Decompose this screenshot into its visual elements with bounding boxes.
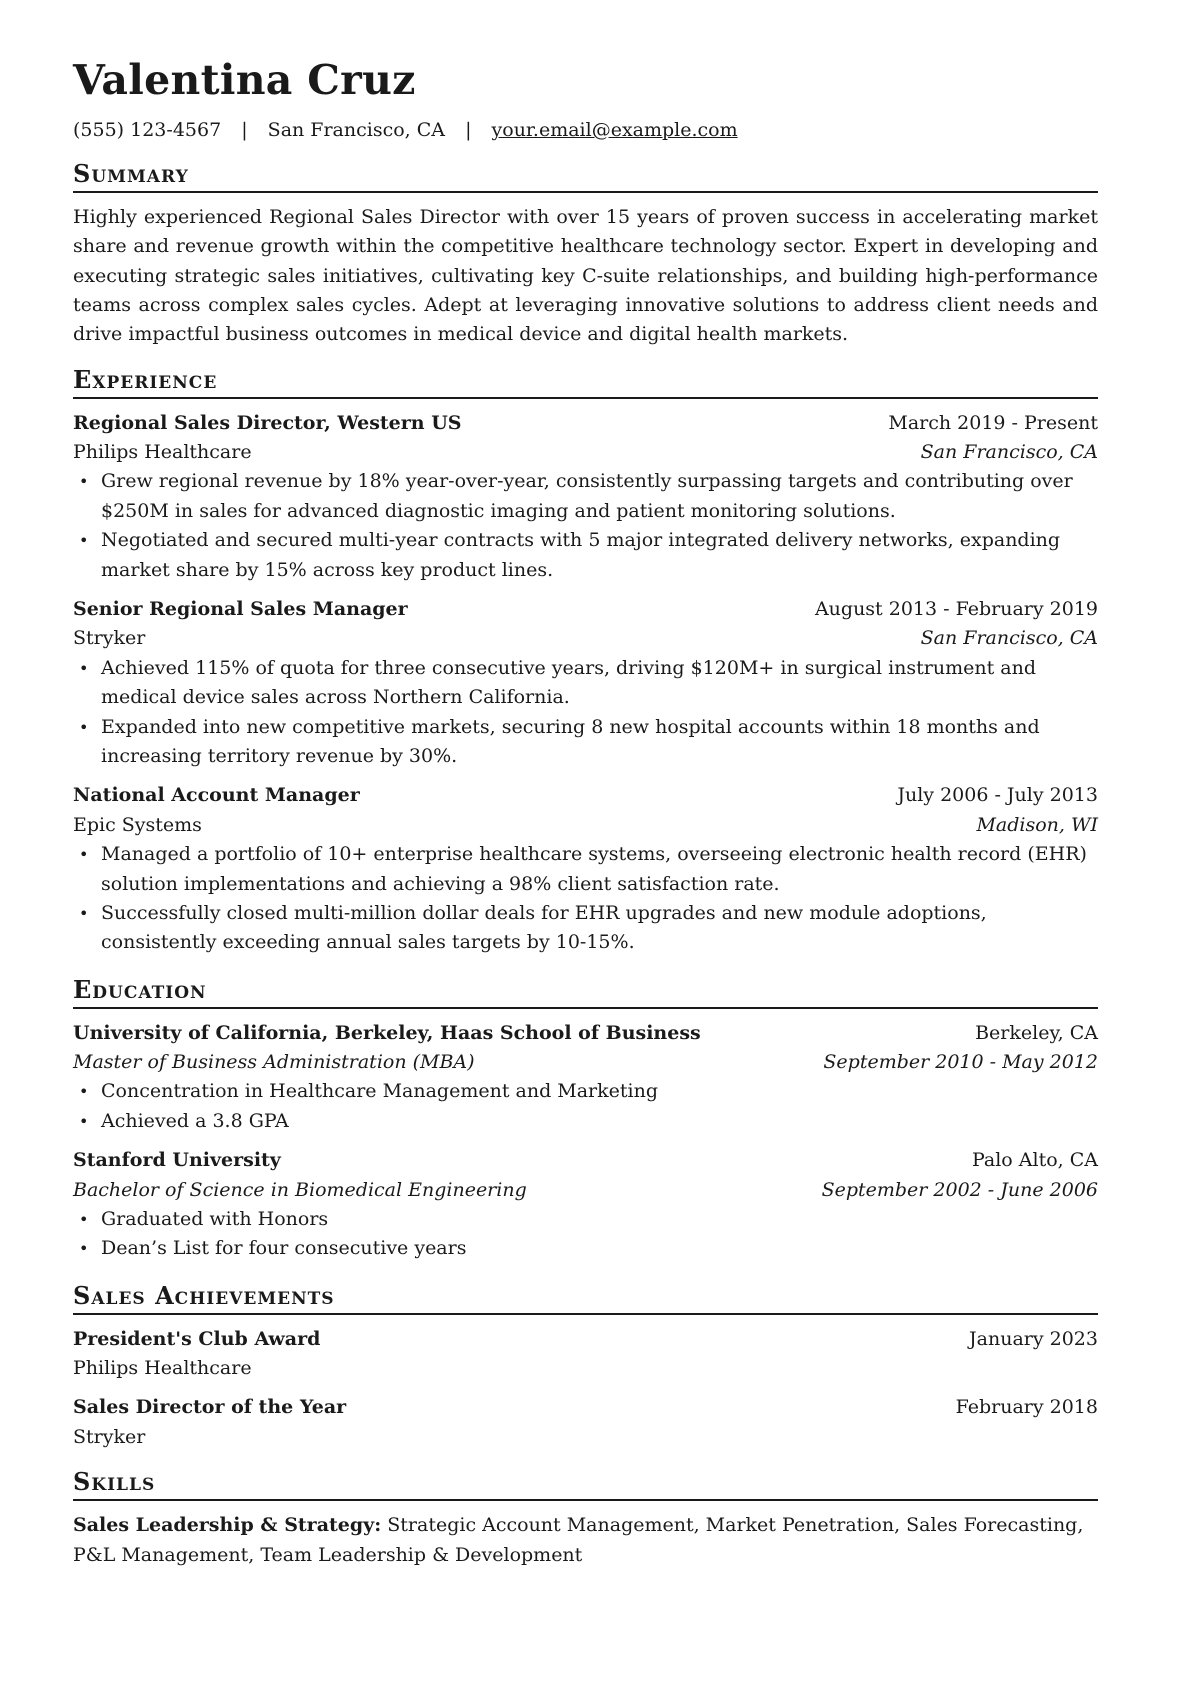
bullet-item: • Concentration in Healthcare Management and Marketing (73, 1077, 1098, 1106)
job-title: Senior Regional Sales Manager (73, 597, 408, 620)
job-dates: July 2006 - July 2013 (897, 784, 1098, 807)
skills-text (73, 1511, 1098, 1570)
job-location: Madison, WI (976, 813, 1098, 836)
education-heading: Education (73, 976, 1098, 1009)
job-entry (73, 409, 1098, 585)
experience-heading: Experience (73, 366, 1098, 399)
school-location: Berkeley, CA (975, 1021, 1098, 1044)
education-dates: September 2010 - May 2012 (823, 1051, 1098, 1074)
job-dates: March 2019 - Present (888, 411, 1098, 434)
achievements-heading: Sales Achievements (73, 1282, 1098, 1315)
company-name: Epic Systems (73, 813, 202, 836)
school-name: University of California, Berkeley, Haas School of Business (73, 1021, 701, 1044)
candidate-name: Valentina Cruz (73, 56, 416, 104)
bullet-item: • Grew regional revenue by 18% year-over-year, consistently surpassing targets and contributing over $250M in sales for advanced diagnostic imaging and patient monitoring solutions. (73, 467, 1098, 526)
education-bullets (73, 1077, 1098, 1136)
education-bullets (73, 1205, 1098, 1264)
education-entry (73, 1019, 1098, 1137)
summary-heading: Summary (73, 160, 1098, 193)
school-name: Stanford University (73, 1149, 281, 1172)
award-date: February 2018 (955, 1396, 1098, 1419)
degree: Master of Business Administration (MBA) (73, 1051, 475, 1074)
job-bullets (73, 840, 1098, 958)
bullet-item: • Achieved 115% of quota for three consecutive years, driving $120M+ in surgical instrument and medical device sales across Northern California. (73, 654, 1098, 713)
bullet-item: • Dean’s List for four consecutive years (73, 1234, 1098, 1263)
skill-category: Sales Leadership & Strategy: (73, 1514, 382, 1537)
bullet-item: • Achieved a 3.8 GPA (73, 1107, 1098, 1136)
job-bullets (73, 467, 1098, 585)
phone-number: (555) 123-4567 (73, 119, 222, 142)
achievement-entry (73, 1325, 1098, 1384)
bullet-item: • Graduated with Honors (73, 1205, 1098, 1234)
award-name: Sales Director of the Year (73, 1396, 347, 1419)
education-dates: September 2002 - June 2006 (821, 1178, 1098, 1201)
skill-list: Strategic Account Management, Market Penetration, Sales Forecasting, P&L Management, Team Leadership & Development (73, 1514, 1084, 1566)
summary-text: Highly experienced Regional Sales Director with over 15 years of proven success in accelerating market share and revenue growth within the competitive healthcare technology sector. Expert in developing and executing strategic sales initiatives, cultivating key C-suite relationships, and building high-performance teams across complex sales cycles. Adept at leveraging innovative solutions to address client needs and drive impactful business outcomes in medical device and digital health markets. (73, 205, 1098, 346)
bullet-item: • Negotiated and secured multi-year contracts with 5 major integrated delivery networks, expanding market share by 15% across key product lines. (73, 526, 1098, 585)
job-title: Regional Sales Director, Western US (73, 411, 462, 434)
job-title: National Account Manager (73, 784, 360, 807)
education-entry (73, 1146, 1098, 1264)
award-name: President's Club Award (73, 1327, 321, 1350)
company-name: Philips Healthcare (73, 440, 252, 463)
award-date: January 2023 (969, 1327, 1098, 1350)
award-organization: Philips Healthcare (73, 1357, 252, 1380)
degree: Bachelor of Science in Biomedical Engineering (73, 1178, 527, 1201)
bullet-item: • Managed a portfolio of 10+ enterprise healthcare systems, overseeing electronic health record (EHR) solution implementations and achieving a 98% client satisfaction rate. (73, 840, 1098, 899)
email-link[interactable]: your.email@example.com (491, 119, 738, 142)
job-location: San Francisco, CA (920, 440, 1098, 463)
contact-separator: | (465, 119, 472, 142)
job-location: San Francisco, CA (920, 627, 1098, 650)
skills-heading: Skills (73, 1468, 1098, 1501)
achievement-entry (73, 1393, 1098, 1452)
job-entry (73, 781, 1098, 957)
bullet-item: • Successfully closed multi-million dollar deals for EHR upgrades and new module adoptions, consistently exceeding annual sales targets by 10-15%. (73, 899, 1098, 958)
location: San Francisco, CA (267, 119, 446, 142)
job-bullets (73, 654, 1098, 772)
job-entry (73, 595, 1098, 771)
contact-separator: | (241, 119, 248, 142)
award-organization: Stryker (73, 1425, 146, 1448)
school-location: Palo Alto, CA (971, 1149, 1098, 1172)
job-dates: August 2013 - February 2019 (814, 597, 1098, 620)
contact-line (73, 119, 1098, 142)
company-name: Stryker (73, 627, 146, 650)
bullet-item: • Expanded into new competitive markets, securing 8 new hospital accounts within 18 months and increasing territory revenue by 30%. (73, 713, 1098, 772)
